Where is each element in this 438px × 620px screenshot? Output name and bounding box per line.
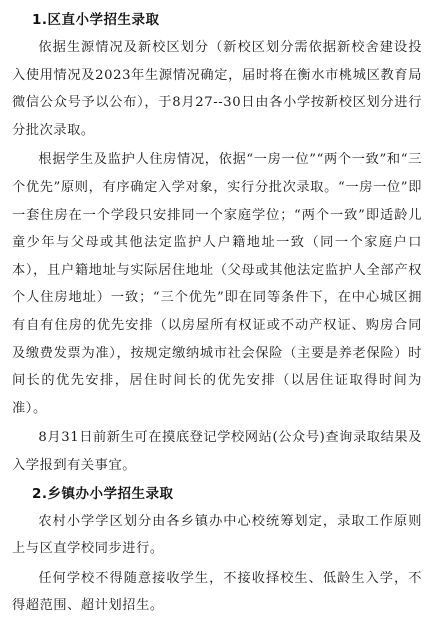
section-heading-urban-primary: 1.区直小学招生录取 <box>32 12 160 28</box>
section-heading-township-primary: 2.乡镇办小学招生录取 <box>32 485 174 502</box>
paragraph-zoning: 依据生源情况及新校区划分（新校区划分需依据新校舍建设投入使用情况及2023年生源情况确定，届时将在衡水市桃城区教育局微信公众号予以公布），于8月27--30日由各小学按新校区划分进行分批次录取。 <box>12 40 422 138</box>
paragraph-results-query: 8月31日前新生可在摸底登记学校网站(公众号)查询录取结果及入学报到有关事宜。 <box>12 430 422 473</box>
paragraph-enrollment-restrictions: 任何学校不得随意接收学生，不接收择校生、低龄生入学，不得超范围、超计划招生。 <box>12 570 422 614</box>
paragraph-admission-principles: 根据学生及监护人住房情况，依据“一房一位”“两个一致”和“三个优先”原则，有序确定入学对象，实行分批次录取。“一房一位”即一套住房在一个学段只安排同一个家庭学位；“两个一致”即适龄儿童少年与父母或其他法定监护人户籍地址一致（同一个家庭户口本），且户籍地址与实际居住地址（父母或其他法定监护人全部产权个人住房地址）一致；“三个优先”即在同等条件下，在中心城区拥有自有住房的优先安排（以房屋所有权证或不动产权证、购房合同及缴费发票为准），按规定缴纳城市社会保险（主要是养老保险）时间长的优先安排，居住时间长的优先安排（以居住证取得时间为准）。 <box>12 152 422 416</box>
paragraph-rural-zoning: 农村小学学区划分由各乡镇办中心校统筹划定，录取工作原则上与区直学校同步进行。 <box>12 513 422 557</box>
